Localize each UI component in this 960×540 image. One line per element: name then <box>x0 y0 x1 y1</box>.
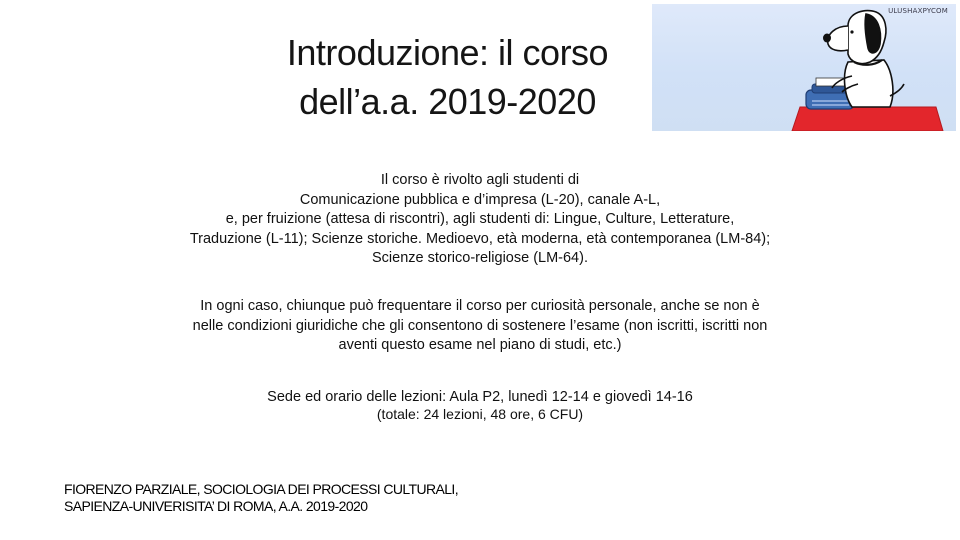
schedule-paragraph <box>110 389 850 423</box>
slide-footer <box>64 481 458 515</box>
attendance-paragraph <box>110 297 850 356</box>
paragraph-line: (totale: 24 lezioni, 48 ore, 6 CFU) <box>376 406 584 422</box>
paragraph-line: nelle condizioni giuridiche che gli consentono di sostenere l’esame (non iscritti, iscritti non <box>192 317 768 334</box>
paragraph-line: Comunicazione pubblica e d’impresa (L-20), canale A-L, <box>299 191 661 208</box>
paragraph-line: e, per fruizione (attesa di riscontri), agli studenti di: Lingue, Culture, Letterature, <box>225 211 735 227</box>
snoopy-nose <box>823 34 831 43</box>
slide-title <box>245 28 650 126</box>
paragraph-line: aventi questo esame nel piano di studi, etc.) <box>338 337 622 353</box>
snoopy-eye <box>850 30 853 33</box>
title-line-1: Introduzione: il corso <box>286 32 609 73</box>
image-watermark: ULUSHAXPYCOM <box>888 7 948 15</box>
snoopy-typewriter-image <box>652 4 956 131</box>
doghouse-roof <box>792 107 943 131</box>
paragraph-line: Sede ed orario delle lezioni: Aula P2, lunedì 12-14 e giovedì 14-16 <box>267 389 693 405</box>
footer-line-2: SAPIENZA-UNIVERISITA’ DI ROMA, A.A. 2019-2020 <box>64 498 368 514</box>
paragraph-line: Il corso è rivolto agli studenti di <box>380 172 580 188</box>
footer-line-1: FIORENZO PARZIALE, SOCIOLOGIA DEI PROCESSI CULTURALI, <box>64 481 458 497</box>
title-line-2: dell’a.a. 2019-2020 <box>299 81 596 122</box>
snoopy-illustration <box>652 4 956 131</box>
paragraph-line: Scienze storico-religiose (LM-64). <box>372 250 588 266</box>
course-audience-paragraph <box>110 171 850 269</box>
paragraph-line: Traduzione (L-11); Scienze storiche. Medioevo, età moderna, età contemporanea (LM-84); <box>189 230 771 247</box>
paragraph-line: In ogni caso, chiunque può frequentare il corso per curiosità personale, anche se non è <box>200 298 760 314</box>
